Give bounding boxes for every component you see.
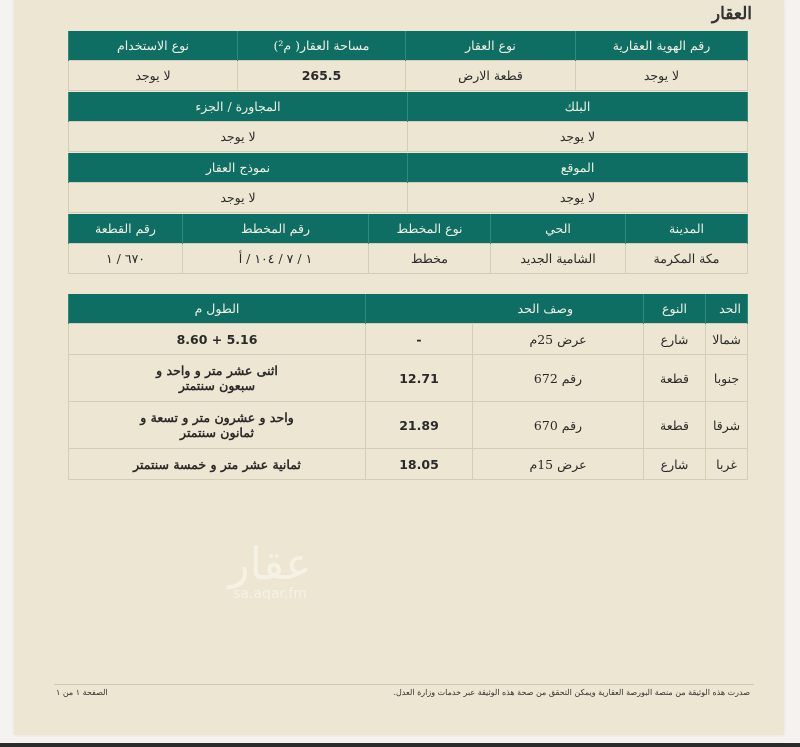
length-num-west: 18.05 [366,449,473,480]
header-property-type: نوع العقار [406,31,576,61]
boundary-south: جنوبا [706,355,748,402]
type-east: قطعة [644,402,706,449]
plan-table [68,214,748,274]
aqar-watermark [205,540,335,602]
description-west: عرض 15م [473,449,644,480]
length-num-east: 21.89 [366,402,473,449]
length-text-west: ثمانية عشر متر و خمسة سنتمتر [69,449,366,480]
property-info-table [68,31,748,91]
section-title: العقار [711,4,752,24]
header-property-area: مساحة العقار( م²) [238,31,406,61]
footer-divider [54,684,754,685]
type-west: شارع [644,449,706,480]
header-block: البلك [408,92,748,122]
header-usage-type: نوع الاستخدام [69,31,238,61]
header-plot-number: رقم القطعة [69,214,183,244]
value-block: لا يوجد [408,122,748,152]
value-usage-type: لا يوجد [69,61,238,91]
footer-note: صدرت هذه الوثيقة من منصة البورصة العقارية ويمكن التحقق من صحة هذه الوثيقة عبر خدمات وزارة العدل. [393,688,750,697]
header-length: الطول م [69,294,366,324]
header-plan-type: نوع المخطط [369,214,491,244]
header-location: الموقع [408,153,748,183]
location-table [68,153,748,213]
page-number: الصفحة ١ من ١ [56,688,108,697]
value-plan-number: ١ / ٧ / ١٠٤ / أ [183,244,369,274]
value-property-id: لا يوجد [576,61,748,91]
header-boundary-description: وصف الحد [366,294,644,324]
header-district: الحي [491,214,626,244]
boundary-east: شرقا [706,402,748,449]
header-plan-number: رقم المخطط [183,214,369,244]
description-south: رقم 672 [473,355,644,402]
header-boundary-type: النوع [644,294,706,324]
value-plot-number: ٦٧٠ / ١ [69,244,183,274]
block-table [68,92,748,152]
boundary-west: غربا [706,449,748,480]
length-text-east: واحد و عشرون متر و تسعة و ثمانون سنتمتر [69,402,366,449]
value-location: لا يوجد [408,183,748,213]
value-plan-type: مخطط [369,244,491,274]
boundaries-table [68,294,748,480]
value-property-type: قطعة الارض [406,61,576,91]
value-district: الشامية الجديد [491,244,626,274]
length-num-south: 12.71 [366,355,473,402]
header-property-model: نموذج العقار [69,153,408,183]
length-text-north: 5.16 + 8.60 [69,324,366,355]
boundary-north: شمالا [706,324,748,355]
value-city: مكة المكرمة [626,244,748,274]
value-neighborhood-part: لا يوجد [69,122,408,152]
header-neighborhood-part: المجاورة / الجزء [69,92,408,122]
watermark-url: sa.aqar.fm [233,586,307,602]
aqar-logo-icon: عقار [228,539,312,590]
description-north: عرض 25م [473,324,644,355]
length-text-south: اثنى عشر متر و واحد و سبعون سنتمتر [69,355,366,402]
type-north: شارع [644,324,706,355]
value-property-area: 265.5 [238,61,406,91]
value-property-model: لا يوجد [69,183,408,213]
header-city: المدينة [626,214,748,244]
description-east: رقم 670 [473,402,644,449]
header-boundary: الحد [706,294,748,324]
type-south: قطعة [644,355,706,402]
bottom-edge [0,743,800,747]
header-property-id: رقم الهوية العقارية [576,31,748,61]
length-num-north: - [366,324,473,355]
